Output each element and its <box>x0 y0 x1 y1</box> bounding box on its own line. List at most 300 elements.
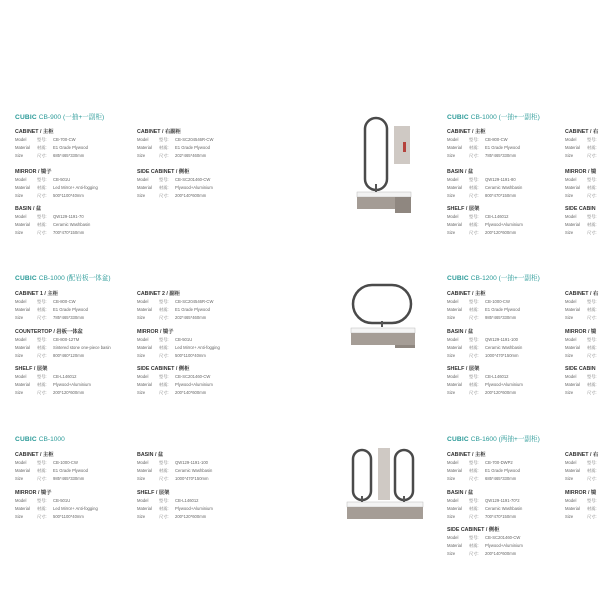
spec-value: CB-1000-CW <box>53 460 78 465</box>
component-countertop <box>15 329 130 360</box>
spec-label: Model <box>565 137 577 142</box>
spec-label-cn: 材质: <box>37 506 47 511</box>
spec-value: 200*140*600mm <box>175 193 207 198</box>
spec-label-cn: 型号: <box>469 337 479 342</box>
spec-label: Model <box>447 498 459 503</box>
spec-value: E1 Grade Plywood <box>53 468 88 473</box>
component-heading: CABINET / 右 <box>565 129 599 135</box>
spec-row <box>447 344 562 352</box>
spec-value: E1 Grade Plywood <box>53 307 88 312</box>
spec-label: Model <box>565 337 577 342</box>
spec-label-cn: 尺寸: <box>587 153 597 158</box>
spec-label: Size <box>137 514 146 519</box>
spec-label: Material <box>137 185 152 190</box>
spec-label: Material <box>447 185 462 190</box>
product-cb-1600 <box>447 436 600 566</box>
spec-row <box>565 389 600 397</box>
vanity-illustration-cb-1600 <box>345 446 425 546</box>
spec-value: 1000*470*150mm <box>485 353 519 358</box>
spec-label-cn: 型号: <box>587 137 597 142</box>
spec-label: Model <box>565 299 577 304</box>
component-heading: MIRROR / 镜 <box>565 490 597 496</box>
vanity-body <box>351 333 415 345</box>
spec-value: Plywood+Aluminium <box>485 543 523 548</box>
spec-value: CB-800-12TM <box>53 337 80 342</box>
model-label: CB-1000 <box>38 275 65 282</box>
spec-label-cn: 材质: <box>587 222 597 227</box>
spec-row <box>447 221 562 229</box>
spec-value: CB-700-CW <box>53 137 76 142</box>
spec-label: Material <box>447 307 462 312</box>
spec-label: Size <box>15 315 24 320</box>
spec-label-cn: 材质: <box>469 307 479 312</box>
spec-row <box>15 298 130 306</box>
component-cabinet <box>447 291 562 322</box>
spec-label: Size <box>15 153 24 158</box>
spec-label-cn: 型号: <box>469 460 479 465</box>
spec-row <box>15 475 130 483</box>
spec-value: 700*470*150mm <box>53 230 85 235</box>
spec-label: Model <box>447 374 459 379</box>
spec-row <box>137 176 252 184</box>
vanity-side-block <box>395 345 415 348</box>
spec-value: 1000*470*150mm <box>175 476 209 481</box>
spec-label-cn: 尺寸: <box>37 153 47 158</box>
spec-label: Model <box>447 299 459 304</box>
spec-label-cn: 型号: <box>587 214 597 219</box>
spec-row <box>565 475 600 483</box>
spec-value: 500*1100*40mm <box>53 514 84 519</box>
spec-label-cn: 尺寸: <box>587 230 597 235</box>
component-shelf <box>447 366 562 397</box>
spec-label: Model <box>447 535 459 540</box>
spec-label: Model <box>447 137 459 142</box>
component-heading: CABINET / 右 <box>565 291 599 297</box>
spec-label: Size <box>447 390 456 395</box>
spec-row <box>447 534 562 542</box>
spec-label-cn: 型号: <box>469 214 479 219</box>
component-cabinet-2 <box>137 291 252 322</box>
spec-label: Size <box>137 315 146 320</box>
spec-row <box>565 136 600 144</box>
spec-row <box>137 344 252 352</box>
spec-row <box>447 381 562 389</box>
component-heading: SIDE CABINET / 侧柜 <box>137 169 190 175</box>
spec-row <box>565 344 600 352</box>
spec-label: Model <box>15 299 27 304</box>
component-heading: SIDE CABINET / 侧柜 <box>447 527 500 533</box>
spec-value: Led Mirror+ Anti-fogging <box>53 185 98 190</box>
spec-value: QW129-1191-100 <box>485 337 518 342</box>
component-heading: MIRROR / 镜 <box>565 169 597 175</box>
spec-row <box>15 513 130 521</box>
spec-label: Size <box>565 476 574 481</box>
spec-row <box>15 184 130 192</box>
spec-label: Material <box>15 345 30 350</box>
spec-value: CB-L146012 <box>485 374 509 379</box>
component-shelf <box>15 366 130 397</box>
spec-label-cn: 尺寸: <box>587 476 597 481</box>
product-title <box>15 275 111 283</box>
spec-label-cn: 尺寸: <box>37 353 47 358</box>
spec-label: Material <box>15 382 30 387</box>
spec-row <box>137 505 252 513</box>
component-heading: CABINET / 右 <box>565 452 599 458</box>
spec-value: QW129-1191-100 <box>175 460 208 465</box>
component-mirror <box>15 169 130 200</box>
spec-label-cn: 尺寸: <box>159 514 169 519</box>
spec-value: CB-SC201460-CW <box>485 535 521 540</box>
spec-label: Model <box>137 498 149 503</box>
spec-label-cn: 尺寸: <box>469 353 479 358</box>
spec-label-cn: 型号: <box>37 498 47 503</box>
spec-value: QW129-1191-70 <box>53 214 84 219</box>
spec-label: Material <box>565 185 580 190</box>
spec-label-cn: 材质: <box>159 345 169 350</box>
spec-label: Size <box>137 390 146 395</box>
product-title <box>15 114 104 122</box>
spec-label: Material <box>565 307 580 312</box>
spec-label-cn: 型号: <box>37 337 47 342</box>
spec-label-cn: 型号: <box>159 137 169 142</box>
spec-value: 200*120*600mm <box>175 514 207 519</box>
spec-row <box>137 298 252 306</box>
spec-label-cn: 尺寸: <box>159 193 169 198</box>
brand-label: CUBIC <box>15 436 37 443</box>
spec-row <box>565 513 600 521</box>
spec-row <box>15 213 130 221</box>
spec-label-cn: 材质: <box>587 145 597 150</box>
spec-row <box>15 144 130 152</box>
spec-row <box>565 381 600 389</box>
faucet <box>375 184 377 192</box>
spec-label-cn: 材质: <box>159 382 169 387</box>
spec-row <box>447 314 562 322</box>
spec-row <box>137 314 252 322</box>
spec-row <box>137 352 252 360</box>
component-heading: BASIN / 盆 <box>15 206 42 212</box>
spec-row <box>137 373 252 381</box>
spec-value: 785*465*330mm <box>53 315 85 320</box>
spec-value: E1 Grade Plywood <box>485 145 520 150</box>
spec-label: Size <box>15 353 24 358</box>
component-right-cabinet <box>137 129 252 160</box>
spec-label: Model <box>137 177 149 182</box>
spec-label-cn: 尺寸: <box>469 514 479 519</box>
spec-value: 202*465*460mm <box>175 153 207 158</box>
spec-label: Material <box>447 468 462 473</box>
spec-label-cn: 型号: <box>159 498 169 503</box>
spec-value: 202*465*460mm <box>175 315 207 320</box>
spec-label-cn: 尺寸: <box>37 476 47 481</box>
spec-label-cn: 型号: <box>37 214 47 219</box>
spec-value: Led Mirror+ Anti-fogging <box>175 345 220 350</box>
spec-value: Plywood+Aluminium <box>175 185 213 190</box>
spec-value: CB-L146012 <box>485 214 509 219</box>
spec-value: Ceramic Washbasin <box>485 506 523 511</box>
spec-label: Size <box>565 193 574 198</box>
component-heading: CABINET / 主柜 <box>447 291 486 297</box>
spec-label-cn: 材质: <box>587 506 597 511</box>
spec-label-cn: 尺寸: <box>37 315 47 320</box>
spec-label: Size <box>447 193 456 198</box>
component-heading: CABINET / 主柜 <box>15 452 54 458</box>
spec-label: Size <box>565 153 574 158</box>
component-mirror <box>565 490 600 521</box>
spec-label: Material <box>137 307 152 312</box>
product-title <box>447 114 540 122</box>
spec-label: Model <box>565 177 577 182</box>
model-cn-label: (两抽+一副柜) <box>498 436 540 443</box>
spec-value: Plywood+Aluminium <box>175 506 213 511</box>
spec-value: Ceramic Washbasin <box>175 468 213 473</box>
spec-row <box>565 184 600 192</box>
spec-label: Size <box>447 514 456 519</box>
vanity-top <box>347 502 423 507</box>
spec-row <box>15 389 130 397</box>
spec-label-cn: 材质: <box>587 307 597 312</box>
spec-row <box>137 144 252 152</box>
component-mirror <box>137 329 252 360</box>
spec-label-cn: 型号: <box>159 299 169 304</box>
spec-label: Size <box>447 153 456 158</box>
spec-row <box>137 475 252 483</box>
spec-label-cn: 材质: <box>159 468 169 473</box>
component-basin <box>447 490 562 521</box>
spec-label-cn: 材质: <box>159 506 169 511</box>
component-basin <box>137 452 252 483</box>
brand-label: CUBIC <box>447 436 469 443</box>
spec-label-cn: 尺寸: <box>587 353 597 358</box>
side-cabinet-shape <box>394 126 410 164</box>
component-right-cabinet <box>565 291 600 322</box>
spec-row <box>447 389 562 397</box>
spec-label: Material <box>447 145 462 150</box>
spec-value: Ceramic Washbasin <box>485 345 523 350</box>
spec-label: Size <box>15 193 24 198</box>
spec-label: Model <box>565 460 577 465</box>
spec-label: Size <box>565 390 574 395</box>
component-cabinet <box>15 452 130 483</box>
spec-label-cn: 材质: <box>469 468 479 473</box>
spec-row <box>565 192 600 200</box>
spec-row <box>137 381 252 389</box>
component-heading: CABINET / 主柜 <box>447 129 486 135</box>
spec-row <box>15 336 130 344</box>
component-heading: CABINET 1 / 主柜 <box>15 291 58 297</box>
spec-value: CB-800-CW <box>53 299 76 304</box>
spec-label-cn: 型号: <box>469 177 479 182</box>
spec-row <box>565 306 600 314</box>
spec-label-cn: 尺寸: <box>37 514 47 519</box>
spec-row <box>565 152 600 160</box>
spec-label-cn: 材质: <box>469 506 479 511</box>
spec-label-cn: 材质: <box>159 307 169 312</box>
spec-label-cn: 材质: <box>469 222 479 227</box>
spec-value: Plywood+Aluminium <box>53 382 91 387</box>
spec-row <box>15 314 130 322</box>
spec-label: Size <box>565 514 574 519</box>
component-side-cabinet <box>565 366 600 397</box>
spec-label-cn: 型号: <box>587 177 597 182</box>
spec-label-cn: 尺寸: <box>37 230 47 235</box>
spec-label: Material <box>137 382 152 387</box>
spec-label-cn: 材质: <box>37 382 47 387</box>
spec-label-cn: 材质: <box>469 345 479 350</box>
spec-value: CB-800-CW <box>485 137 508 142</box>
component-basin <box>447 329 562 360</box>
spec-label: Size <box>15 514 24 519</box>
component-basin <box>15 206 130 237</box>
spec-value: QW129-1191-70*2 <box>485 498 520 503</box>
component-heading: BASIN / 盆 <box>137 452 164 458</box>
spec-value: 200*120*600mm <box>485 230 517 235</box>
spec-value: CB-L146012 <box>53 374 77 379</box>
spec-row <box>565 505 600 513</box>
spec-label-cn: 材质: <box>159 145 169 150</box>
spec-label-cn: 材质: <box>587 382 597 387</box>
spec-row <box>137 336 252 344</box>
spec-row <box>447 467 562 475</box>
spec-label: Model <box>137 299 149 304</box>
spec-label-cn: 尺寸: <box>469 551 479 556</box>
spec-row <box>15 344 130 352</box>
spec-row <box>565 144 600 152</box>
spec-label-cn: 型号: <box>159 177 169 182</box>
spec-label: Size <box>137 193 146 198</box>
spec-value: 685*465*330mm <box>485 476 517 481</box>
spec-row <box>15 352 130 360</box>
spec-row <box>565 352 600 360</box>
spec-label-cn: 型号: <box>37 137 47 142</box>
spec-label: Material <box>565 222 580 227</box>
model-cn-label: (一抽+一副柜) <box>498 114 540 121</box>
model-label: CB-1000 <box>470 114 497 121</box>
spec-label-cn: 尺寸: <box>37 193 47 198</box>
spec-row <box>15 381 130 389</box>
spec-value: CB-SC201460-CW <box>175 177 211 182</box>
spec-label: Model <box>15 137 27 142</box>
spec-value: 800*470*150mm <box>485 193 517 198</box>
spec-label-cn: 尺寸: <box>587 193 597 198</box>
brand-label: CUBIC <box>447 275 469 282</box>
spec-value: CB-L146012 <box>175 498 199 503</box>
spec-row <box>447 459 562 467</box>
spec-label: Model <box>137 374 149 379</box>
spec-label-cn: 型号: <box>37 177 47 182</box>
spec-row <box>15 221 130 229</box>
spec-row <box>137 152 252 160</box>
side-cabinet-accent <box>403 142 406 152</box>
component-mirror <box>15 490 130 521</box>
spec-label: Material <box>565 468 580 473</box>
spec-row <box>565 314 600 322</box>
spec-row <box>447 136 562 144</box>
spec-label: Material <box>137 345 152 350</box>
model-cn-label: (一抽+一副柜) <box>62 114 105 121</box>
spec-row <box>15 229 130 237</box>
spec-label-cn: 材质: <box>469 185 479 190</box>
spec-label-cn: 材质: <box>469 145 479 150</box>
spec-label: Material <box>447 543 462 548</box>
spec-label-cn: 材质: <box>587 468 597 473</box>
spec-label-cn: 型号: <box>37 299 47 304</box>
spec-label-cn: 尺寸: <box>469 476 479 481</box>
spec-value: CB-501U <box>175 337 193 342</box>
spec-label-cn: 材质: <box>469 543 479 548</box>
spec-row <box>15 176 130 184</box>
spec-row <box>137 306 252 314</box>
spec-label: Material <box>15 468 30 473</box>
spec-row <box>447 373 562 381</box>
spec-label-cn: 材质: <box>37 185 47 190</box>
spec-value: E1 Grade Plywood <box>485 307 520 312</box>
spec-row <box>137 459 252 467</box>
brand-label: CUBIC <box>447 114 469 121</box>
spec-label: Material <box>447 345 462 350</box>
component-side-cabinet <box>565 206 600 237</box>
model-cn-label: (配岩板一体盆) <box>66 275 111 282</box>
vanity-side-block <box>395 197 411 213</box>
component-shelf <box>137 490 252 521</box>
spec-row <box>565 213 600 221</box>
spec-row <box>15 459 130 467</box>
spec-label: Size <box>15 476 24 481</box>
spec-label: Model <box>137 460 149 465</box>
spec-label-cn: 尺寸: <box>469 153 479 158</box>
spec-value: 200*140*600mm <box>485 551 517 556</box>
spec-row <box>447 513 562 521</box>
brand-label: CUBIC <box>15 275 37 282</box>
component-mirror <box>565 329 600 360</box>
spec-label: Material <box>447 222 462 227</box>
oval-mirror-right <box>395 450 413 500</box>
spec-value: CB-SC201460-CW <box>175 374 211 379</box>
vanity-body <box>347 507 423 519</box>
spec-value: CB-SC204546R-CW <box>175 137 214 142</box>
component-heading: SHELF / 层架 <box>447 206 480 212</box>
spec-label-cn: 材质: <box>37 307 47 312</box>
component-heading: BASIN / 盆 <box>447 169 474 175</box>
brand-label: CUBIC <box>15 114 37 121</box>
spec-row <box>565 229 600 237</box>
spec-row <box>565 459 600 467</box>
spec-label: Model <box>137 137 149 142</box>
spec-value: CB-501U <box>53 177 71 182</box>
component-heading: CABINET / 右副柜 <box>137 129 181 135</box>
spec-label-cn: 材质: <box>469 382 479 387</box>
spec-row <box>137 136 252 144</box>
spec-row <box>137 467 252 475</box>
spec-label: Material <box>565 506 580 511</box>
vanity-illustration-cb-1000 <box>347 283 419 363</box>
spec-row <box>15 373 130 381</box>
spec-row <box>15 192 130 200</box>
spec-label-cn: 材质: <box>37 345 47 350</box>
spec-label-cn: 型号: <box>587 374 597 379</box>
spec-label-cn: 型号: <box>469 299 479 304</box>
spec-label-cn: 型号: <box>469 498 479 503</box>
spec-row <box>565 176 600 184</box>
spec-label-cn: 型号: <box>587 299 597 304</box>
spec-row <box>447 475 562 483</box>
spec-label-cn: 材质: <box>37 222 47 227</box>
spec-label-cn: 型号: <box>159 460 169 465</box>
spec-value: 200*140*600mm <box>175 390 207 395</box>
spec-label-cn: 型号: <box>469 374 479 379</box>
component-cabinet <box>15 129 130 160</box>
spec-label: Material <box>137 468 152 473</box>
